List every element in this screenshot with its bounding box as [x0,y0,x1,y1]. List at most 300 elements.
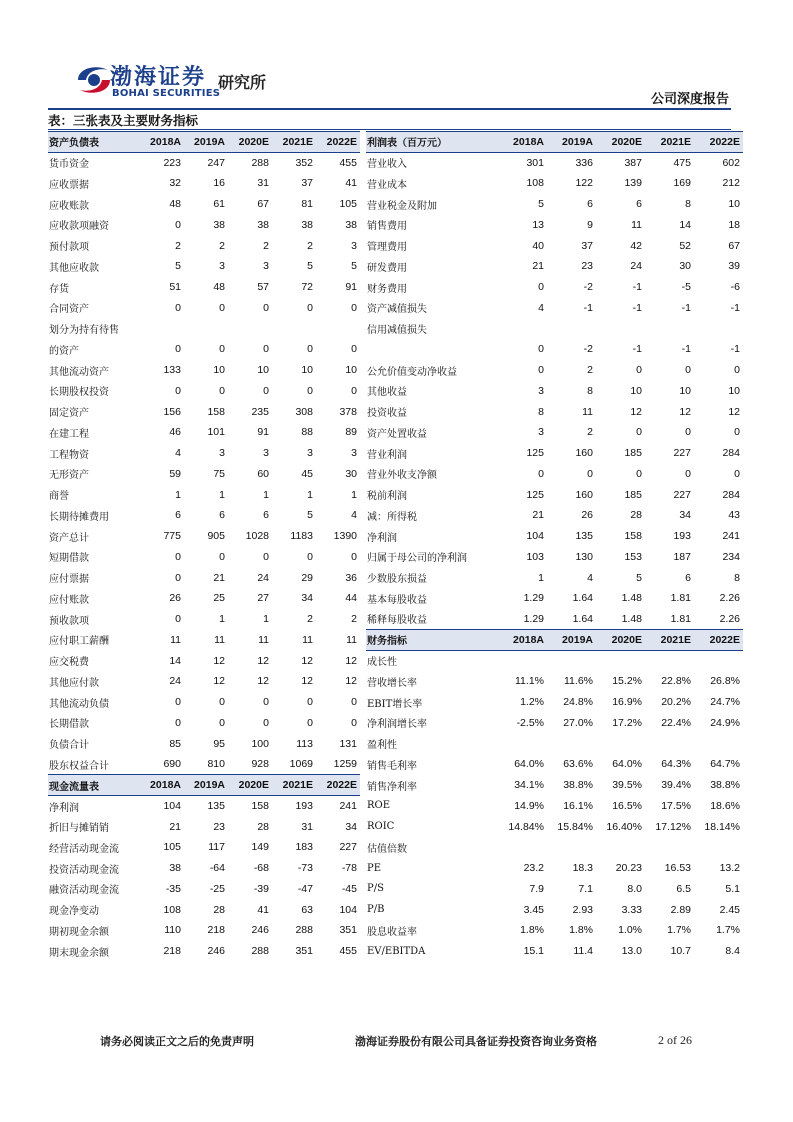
cell-value: 8 [734,571,740,584]
cell-value: 10 [301,364,313,377]
row-label: 股息收益率 [367,926,417,938]
cell-value: 10 [728,384,740,397]
cell-value: 10 [728,198,740,211]
row-label: 划分为持有待售 [49,325,119,337]
cell-value: 104 [526,530,544,543]
cell-value: 12 [728,405,740,418]
cell-value: 1 [263,613,269,626]
cell-value: 24 [169,675,181,688]
cell-value: 39.5% [612,779,642,792]
cell-value [645,837,694,858]
cell-value: 122 [575,177,593,190]
row-label: 长期待摊费用 [49,511,109,523]
table-row [48,733,360,754]
cell-value: 105 [163,841,181,854]
cell-value: 108 [526,177,544,190]
cell-value: 227 [339,841,357,854]
cell-value: 905 [207,530,225,543]
cell-value: 12 [301,675,313,688]
report-type: 公司深度报告 [650,92,729,107]
cell-value [694,318,743,339]
row-label: 应收账款 [49,200,89,212]
table-row [48,630,360,651]
cell-value: 8 [587,384,593,397]
cell-value: 2 [263,239,269,252]
row-label: 其他流动负债 [49,698,109,710]
row-label: 应付票据 [49,574,89,586]
row-label: 估值倍数 [367,843,407,855]
table-row [48,360,360,381]
row-label: 税前利润 [367,491,407,503]
cell-value: 3 [307,447,313,460]
cell-value: 2018A [498,132,547,153]
cell-value: 40 [532,239,544,252]
cell-value: 22.4% [661,716,691,729]
table-row [48,318,360,339]
cell-value: 28 [630,509,642,522]
cell-value: 24.9% [710,716,740,729]
cell-value: 8 [685,198,691,211]
row-label: 公允价值变动净收益 [367,366,457,378]
cell-value: 160 [575,488,593,501]
cell-value: 455 [339,156,357,169]
cell-value: -78 [341,862,357,875]
cell-value: 22.8% [661,675,691,688]
cell-value: 0 [538,343,544,356]
row-label: 固定资产 [49,408,89,420]
cell-value: 0 [351,696,357,709]
cell-value: 0 [175,384,181,397]
table-title: 表：三张表及主要财务指标 [48,113,199,128]
cell-value: 0 [263,696,269,709]
cell-value: -1 [730,343,740,356]
cell-value: 284 [722,488,740,501]
cell-value [498,837,547,858]
cell-value: 158 [624,530,642,543]
cell-value: 3 [219,447,225,460]
cell-value: 2020E [228,775,272,796]
row-label: 在建工程 [49,428,89,440]
cell-value: 351 [339,924,357,937]
table-row [366,505,743,526]
row-label: 期初现金余额 [49,926,109,938]
row-label: 其他应收款 [49,262,99,274]
cell-value: 1.81 [670,612,691,625]
cell-value: 14.9% [514,799,544,812]
row-label: 折旧与摊销销 [49,823,109,835]
table-row [366,152,743,173]
cell-value: 8 [538,405,544,418]
table-row [366,360,743,381]
cell-value: 3.33 [621,903,642,916]
cell-value: 38.8% [710,779,740,792]
cell-value: 10 [257,364,269,377]
cell-value: 18.3 [572,862,593,875]
cell-value: 1.7% [667,924,691,937]
cell-value: 34 [345,820,357,833]
cell-value: 928 [251,758,269,771]
cell-value [596,318,645,339]
cell-value: 455 [339,945,357,958]
cell-value: 5.1 [725,882,740,895]
row-label: 减：所得税 [367,511,417,523]
cell-value: 88 [301,426,313,439]
table-row [48,339,360,360]
cell-value: 5 [351,260,357,273]
cell-value: 2022E [316,775,360,796]
cell-value: 32 [169,177,181,190]
cell-value: 0 [636,426,642,439]
cell-value: 46 [169,426,181,439]
row-label: 长期借款 [49,719,89,731]
row-label: 短期借款 [49,553,89,565]
cell-value: 3 [538,384,544,397]
table-row [366,381,743,402]
cell-value: 64.3% [661,758,691,771]
cell-value: 8.4 [725,945,740,958]
table-row [48,152,360,173]
page-number: 2 of 26 [658,1033,692,1047]
table-row [366,173,743,194]
cell-value: 57 [257,281,269,294]
cell-value: 81 [301,198,313,211]
cell-value: 75 [213,467,225,480]
row-label: 货币资金 [49,159,89,171]
row-label: 归属于母公司的净利润 [367,553,467,565]
cell-value: 4 [538,301,544,314]
cell-value: 1 [351,488,357,501]
cell-value: 36 [345,571,357,584]
cell-value: 0 [175,218,181,231]
cell-value: 0 [219,696,225,709]
cell-value: 3 [263,447,269,460]
cell-value: 2019A [184,775,228,796]
cell-value: 64.0% [514,758,544,771]
cell-value: 23 [213,820,225,833]
cell-value: 0 [263,343,269,356]
cell-value: 5 [307,509,313,522]
table-row [48,443,360,464]
cell-value: 288 [295,924,313,937]
table-row [48,298,360,319]
cell-value: 4 [587,571,593,584]
cell-value: 34.1% [514,779,544,792]
cell-value: 130 [575,550,593,563]
cell-value: 301 [526,156,544,169]
table-row [366,796,743,817]
cell-value [184,318,228,339]
row-label: 营业成本 [367,179,407,191]
cell-value: 1 [175,488,181,501]
cell-value: 8.0 [627,882,642,895]
row-label: 应收票据 [49,179,89,191]
cell-value: 37 [301,177,313,190]
cell-value: 308 [295,405,313,418]
row-label: 净利润 [367,532,397,544]
row-label: 预收款项 [49,615,89,627]
row-label: 销售净利率 [367,781,417,793]
cell-value: 39.4% [661,779,691,792]
cell-value: 12 [679,405,691,418]
cell-value: 18.6% [710,799,740,812]
table-row [48,588,360,609]
cell-value: 14 [679,218,691,231]
cell-value: 11 [214,633,225,646]
row-label: 投资活动现金流 [49,864,119,876]
cell-value: 100 [251,737,269,750]
table-row [366,733,743,754]
cell-value: -1 [681,301,691,314]
row-label: 应付职工薪酬 [49,636,109,648]
cell-value: 104 [163,800,181,813]
cell-value: 3.45 [523,903,544,916]
cell-value: 11 [631,218,642,231]
cell-value: 21 [169,820,181,833]
cell-value [547,650,596,671]
cell-value: 17.2% [612,716,642,729]
cell-value: 160 [575,447,593,460]
cell-value: 52 [679,239,691,252]
cell-value: -5 [681,281,691,294]
cell-value [645,650,694,671]
cell-value: 0 [734,467,740,480]
cell-value: 218 [163,945,181,958]
cell-value: 1.0% [618,924,642,937]
cell-value: 6 [219,509,225,522]
cell-value: -73 [297,862,313,875]
cell-value: 10.7 [670,945,691,958]
cell-value: 0 [307,343,313,356]
cell-value: 15.1 [523,945,544,958]
cell-value: 158 [207,405,225,418]
cell-value: 43 [728,509,740,522]
row-label: 稀释每股收益 [367,615,427,627]
cell-value: 38 [345,218,357,231]
cell-value: 6 [685,571,691,584]
cell-value: 26 [169,592,181,605]
cell-value [547,318,596,339]
cell-value: 91 [257,426,269,439]
cell-value: 11 [170,633,181,646]
cell-value: 2018A [140,132,184,153]
cell-value: 2019A [184,132,228,153]
cell-value: 28 [257,820,269,833]
cell-value: 2018A [140,775,184,796]
cell-value: 16.1% [563,799,593,812]
cell-value: 11.1% [515,675,544,688]
cell-value: 1259 [333,758,357,771]
cell-value: 30 [679,260,691,273]
cell-value: 13.2 [719,862,740,875]
cell-value: 0 [685,467,691,480]
cell-value: 5 [538,198,544,211]
cell-value: 59 [169,467,181,480]
cell-value: 63 [301,903,313,916]
cell-value: -39 [253,882,269,895]
cell-value: -1 [730,301,740,314]
cell-value: 10 [630,384,642,397]
cell-value [498,318,547,339]
cell-value: 1 [538,571,544,584]
row-label [366,339,498,360]
cell-value: 1 [219,613,225,626]
cell-value: 85 [169,737,181,750]
table-row [48,422,360,443]
cell-value: 218 [207,924,225,937]
cell-value: 27 [257,592,269,605]
cell-value: 246 [207,945,225,958]
cell-value: 288 [251,156,269,169]
row-label: 融资活动现金流 [49,885,119,897]
cell-value: 103 [526,550,544,563]
right-financial-table [366,131,743,962]
cell-value: 2022E [316,132,360,153]
bohai-logo-icon [74,62,114,98]
cell-value: 14 [169,654,181,667]
row-label: 预付款项 [49,242,89,254]
cell-value: 4 [351,509,357,522]
cell-value: 12 [213,675,225,688]
cell-value: 60 [257,467,269,480]
cell-value: 2018A [498,630,547,651]
cell-value: 690 [163,758,181,771]
cell-value: 11.6% [564,675,593,688]
cell-value [596,733,645,754]
table-row [366,256,743,277]
cell-value: 67 [257,198,269,211]
table-row [48,920,360,941]
cell-value: 64.0% [612,758,642,771]
row-label: 营业利润 [367,449,407,461]
row-label: 其他收益 [367,387,407,399]
row-label: PE [367,862,382,874]
cell-value: 2 [351,613,357,626]
cell-value: 17.5% [661,799,691,812]
cell-value [645,733,694,754]
table-row [366,899,743,920]
row-label: 负债合计 [49,740,89,752]
cell-value: 11 [302,633,313,646]
table-row [366,547,743,568]
cell-value: 51 [169,281,181,294]
cell-value: 23 [581,260,593,273]
cell-value: 95 [213,737,225,750]
table-row [48,816,360,837]
cell-value: 227 [673,447,691,460]
cell-value: 12 [630,405,642,418]
table-row [366,609,743,630]
cell-value: 0 [263,301,269,314]
cell-value: 6 [636,198,642,211]
cell-value: 247 [207,156,225,169]
cell-value: 775 [163,530,181,543]
cell-value: -2.5% [516,716,544,729]
cell-value: 125 [526,447,544,460]
cell-value: 0 [685,364,691,377]
cell-value: 2021E [272,132,316,153]
cell-value: 38 [169,862,181,875]
cell-value: 158 [251,800,269,813]
cell-value [596,837,645,858]
table-row [48,381,360,402]
cell-value: 1.64 [572,612,593,625]
table-row [48,754,360,775]
row-label: 存货 [49,283,69,295]
row-label: 其他流动资产 [49,366,109,378]
cell-value: 0 [307,716,313,729]
row-label: 财务指标 [366,630,498,651]
table-row [366,692,743,713]
row-label: 资产负债表 [48,132,140,153]
cell-value: 101 [207,426,225,439]
row-label: 的资产 [49,345,79,357]
cell-value: 153 [624,550,642,563]
cell-value: 212 [722,177,740,190]
cell-value: 12 [301,654,313,667]
cell-value: 0 [219,550,225,563]
cell-value: 63.6% [563,758,593,771]
row-label: 净利润增长率 [367,719,427,731]
cell-value: 12 [345,654,357,667]
brand-name-cn: 渤海证券 [110,64,207,90]
cell-value: 1 [263,488,269,501]
cell-value: 5 [307,260,313,273]
cell-value: 810 [207,758,225,771]
cell-value: 235 [251,405,269,418]
table-row [48,671,360,692]
cell-value: 14.84% [508,820,544,833]
cell-value: 31 [257,177,269,190]
cell-value: 1390 [333,530,357,543]
institute-name: 研究所 [218,73,267,92]
cell-value: 18.14% [704,820,740,833]
cell-value: 38 [213,218,225,231]
cell-value: 183 [295,841,313,854]
cell-value: 149 [251,841,269,854]
table-row [366,215,743,236]
cell-value: 12 [257,654,269,667]
row-label: 长期股权投资 [49,387,109,399]
cell-value: -45 [341,882,357,895]
table-row [48,277,360,298]
cell-value: 6 [263,509,269,522]
cell-value [596,650,645,671]
cell-value: 133 [163,364,181,377]
cell-value: 16.5% [612,799,642,812]
cell-value: 1.29 [523,612,544,625]
cell-value: 20.23 [615,862,642,875]
cell-value: 38.8% [563,779,593,792]
cell-value: 227 [673,488,691,501]
cell-value: 41 [345,177,357,190]
table-row [48,609,360,630]
cell-value: 21 [213,571,225,584]
table-row [48,215,360,236]
row-label: 财务费用 [367,283,407,295]
cell-value: 241 [339,800,357,813]
row-label: 无形资产 [49,470,89,482]
cell-value: 193 [295,800,313,813]
cell-value: 2 [307,613,313,626]
cell-value: 3 [351,239,357,252]
cell-value: 48 [169,198,181,211]
row-label: 商誉 [49,491,69,503]
row-label: 研发费用 [367,262,407,274]
table-row [366,920,743,941]
cell-value: 17.12% [655,820,691,833]
cell-value: 2022E [694,132,743,153]
cell-value: 0 [734,364,740,377]
